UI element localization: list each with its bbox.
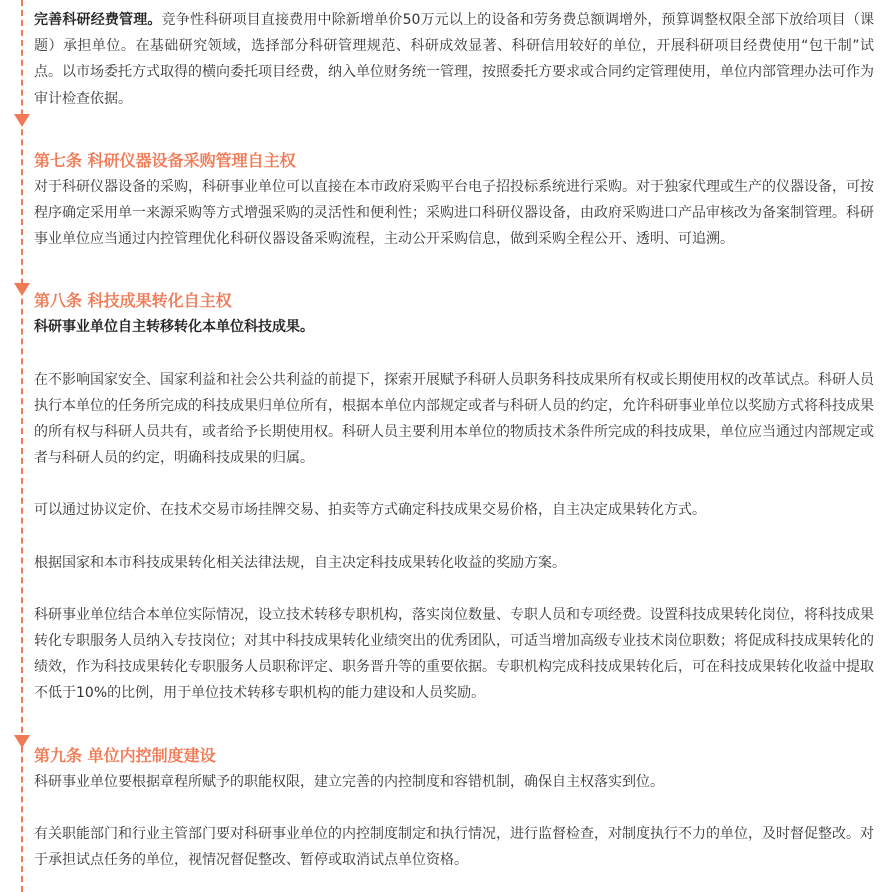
timeline-arrow-icon bbox=[14, 283, 30, 296]
article-9-paragraph-1: 科研事业单位要根据章程所赋予的职能权限，建立完善的内控制度和容错机制，确保自主权落实到位。 bbox=[34, 773, 664, 790]
article-8-paragraph-2: 可以通过协议定价、在技术交易市场挂牌交易、拍卖等方式确定科技成果交易价格，自主决定成果转化方式。 bbox=[34, 502, 706, 519]
article-8-paragraph-3: 根据国家和本市科技成果转化相关法律法规，自主决定科技成果转化收益的奖励方案。 bbox=[34, 554, 566, 571]
intro-bold-lead: 完善科研经费管理。 bbox=[34, 12, 162, 28]
timeline-dashed-line bbox=[21, 0, 23, 892]
intro-paragraph bbox=[34, 7, 874, 112]
article-8-title: 第八条 科技成果转化自主权 bbox=[34, 291, 232, 311]
article-content bbox=[34, 0, 874, 873]
article-8-paragraph-4: 科研事业单位结合本单位实际情况，设立技术转移专职机构，落实岗位数量、专职人员和专项经费。设置科技成果转化岗位，将科技成果转化专职服务人员纳入专技岗位；对其中科技成果转化业绩突出的优秀团队，可适当增加高级专业技术岗位职数；将促成科技成果转化的绩效，作为科技成果转化专职服务人员职称评定、职务晋升等的重要依据。专职机构完成科技成果转化后，可在科技成果转化收益中提取不低于10%的比例，用于单位技术转移专职机构的能力建设和人员奖励。 bbox=[34, 606, 874, 702]
timeline-arrow-icon bbox=[14, 735, 30, 748]
article-8-lead: 科研事业单位自主转移转化本单位科技成果。 bbox=[34, 319, 314, 336]
article-9-title: 第九条 单位内控制度建设 bbox=[34, 745, 216, 765]
article-7-title: 第七条 科研仪器设备采购管理自主权 bbox=[34, 150, 296, 170]
article-7-text: 对于科研仪器设备的采购，科研事业单位可以直接在本市政府采购平台电子招投标系统进行采购。对于独家代理或生产的仪器设备，可按程序确定采用单一来源采购等方式增强采购的灵活性和便利性；采购进口科研仪器设备，由政府采购进口产品审核改为备案制管理。科研事业单位应当通过内控管理优化科研仪器设备采购流程，主动公开采购信息，做到采购全程公开、透明、可追溯。 bbox=[34, 178, 874, 248]
article-9-paragraph-2: 有关职能部门和行业主管部门要对科研事业单位的内控制度制定和执行情况，进行监督检查，对制度执行不力的单位，及时督促整改。对于承担试点任务的单位，视情况督促整改、暂停或取消试点单位资格。 bbox=[34, 825, 874, 869]
timeline-arrow-icon bbox=[14, 114, 30, 127]
intro-text: 竞争性科研项目直接费用中除新增单价50万元以上的设备和劳务费总额调增外，预算调整权限全部下放给项目（课题）承担单位。在基础研究领域，选择部分科研管理规范、科研成效显著、科研信用较好的单位，开展科研项目经费使用“包干制”试点。以市场委托方式取得的横向委托项目经费，纳入单位财务统一管理，按照委托方要求或合同约定管理使用，单位内部管理办法可作为审计检查依据。 bbox=[34, 12, 875, 107]
article-8-paragraph-1: 在不影响国家安全、国家利益和社会公共利益的前提下，探索开展赋予科研人员职务科技成果所有权或长期使用权的改革试点。科研人员执行本单位的任务所完成的科技成果归单位所有，根据本单位内部规定或者与科研人员的约定，允许科研事业单位以奖励方式将科技成果的所有权与科研人员共有，或者给予长期使用权。科研人员主要利用本单位的物质技术条件所完成的科技成果，单位应当通过内部规定或者与科研人员的约定，明确科技成果的归属。 bbox=[34, 371, 874, 467]
